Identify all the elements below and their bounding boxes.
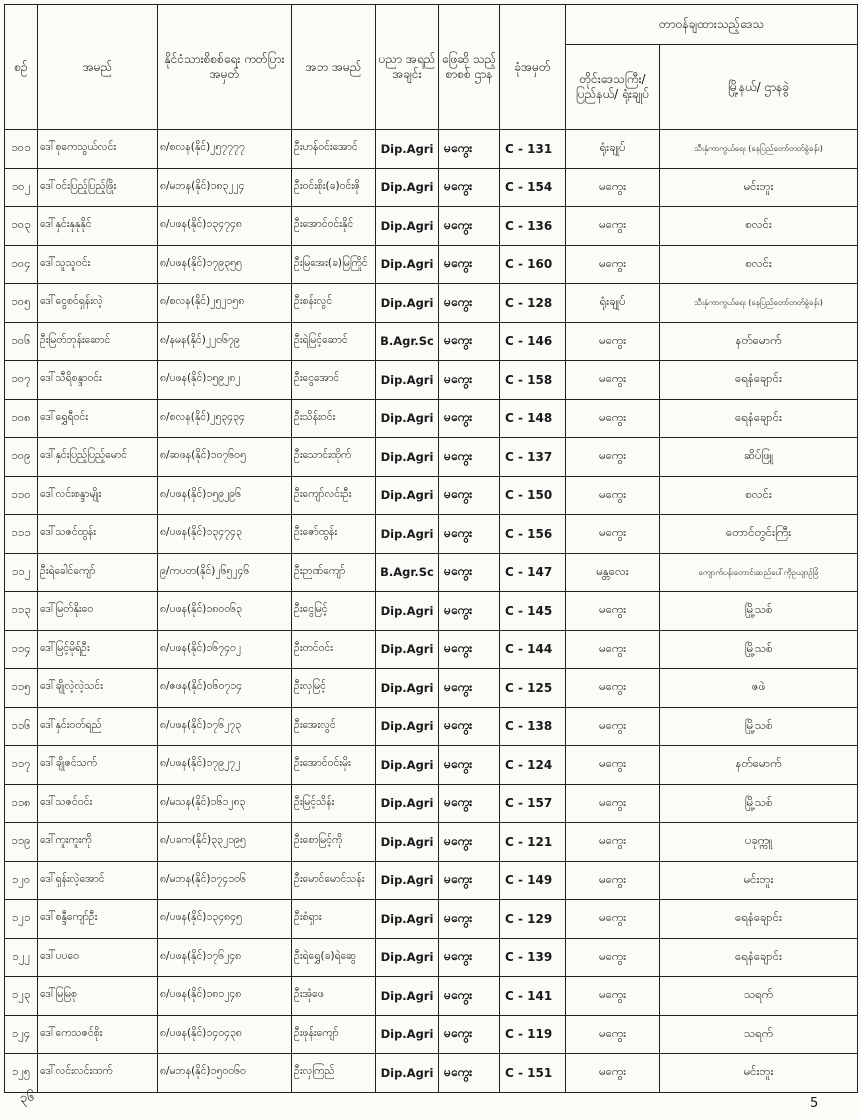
row-township: တောင်တွင်းကြီး (660, 515, 858, 554)
row-father-name: ဦးရဲရွှေ(ခ)ရဲဆွေ (292, 938, 376, 977)
row-number: ၁၂၂ (5, 938, 38, 977)
table-row (5, 476, 858, 515)
row-township: ရေနံချောင်း (660, 399, 858, 438)
header-nrc: နိုင်ငံသားစိစစ်ရေး ကတ်ပြားအမှတ် (158, 5, 292, 130)
table-row (5, 823, 858, 862)
row-name: ဦးမြတ်ဘုန်းဆောင် (38, 322, 158, 361)
row-roll-no: C - 148 (500, 399, 566, 438)
row-exam-center: မကွေး (439, 861, 500, 900)
row-number: ၁၀၉ (5, 438, 38, 477)
row-roll-no: C - 139 (500, 938, 566, 977)
row-education: Dip.Agri (376, 707, 439, 746)
row-township: မြို့သစ် (660, 707, 858, 746)
row-township: စလင်း (660, 207, 858, 246)
table-row (5, 168, 858, 207)
row-roll-no: C - 158 (500, 361, 566, 400)
row-exam-center: မကွေး (439, 900, 500, 939)
row-roll-no: C - 157 (500, 784, 566, 823)
row-education: Dip.Agri (376, 476, 439, 515)
row-nrc: ၈/ပဖန(နိုင်)၁၇၉၃၅၅ (158, 245, 292, 284)
row-township: သီးနှံကာကွယ်ရေး (နေပြည်တော်တတ်ခွဲခန်း) (660, 284, 858, 323)
table-row (5, 592, 858, 631)
table-row (5, 669, 858, 708)
row-education: Dip.Agri (376, 669, 439, 708)
table-row (5, 861, 858, 900)
row-education: Dip.Agri (376, 361, 439, 400)
row-education: Dip.Agri (376, 130, 439, 169)
row-number: ၁၁၁ (5, 515, 38, 554)
row-father-name: ဦးသောင်းထိုက် (292, 438, 376, 477)
row-roll-no: C - 121 (500, 823, 566, 862)
row-region: မကွေး (566, 168, 660, 207)
row-number: ၁၀၈ (5, 399, 38, 438)
row-township: မင်းဘူး (660, 168, 858, 207)
row-father-name: ဦးလှကြည် (292, 1054, 376, 1093)
row-name: ဦးရဲခေါင်ကျော် (38, 553, 158, 592)
row-exam-center: မကွေး (439, 553, 500, 592)
row-name: ဒေါ်ငွေစင်ရှန်းလဲ့ (38, 284, 158, 323)
row-nrc: ၈/နမန(နိုင်)၂၂၀၆၇၉ (158, 322, 292, 361)
row-exam-center: မကွေး (439, 746, 500, 785)
footer-left-mark: ၃၆ (18, 1089, 36, 1106)
row-township: ပခုက္ကူ (660, 823, 858, 862)
row-region: မကွေး (566, 207, 660, 246)
row-nrc: ၈/ပဖန(နိုင်)၁၇၉၂၇၂ (158, 746, 292, 785)
row-nrc: ၈/ပဖန(နိုင်)၁၃၄၈၄၅ (158, 900, 292, 939)
row-region: မကွေး (566, 515, 660, 554)
row-education: Dip.Agri (376, 938, 439, 977)
row-number: ၁၂၄ (5, 1015, 38, 1054)
row-number: ၁၀၃ (5, 207, 38, 246)
row-nrc: ၈/ပဖန(နိုင်)၁၇၆၂၄၈ (158, 938, 292, 977)
row-nrc: ၈/မသန(နိုင်)၁၆၁၂၈၃ (158, 784, 292, 823)
row-name: ဒေါ်ရွှေရီဝင်း (38, 399, 158, 438)
row-education: Dip.Agri (376, 592, 439, 631)
row-exam-center: မကွေး (439, 322, 500, 361)
row-roll-no: C - 154 (500, 168, 566, 207)
row-exam-center: မကွေး (439, 399, 500, 438)
row-region: မကွေး (566, 1054, 660, 1093)
table-row (5, 245, 858, 284)
row-nrc: ၈/ပဖန(နိုင်)၁၅၉၂၉၆ (158, 476, 292, 515)
row-exam-center: မကွေး (439, 1054, 500, 1093)
row-father-name: ဦးရဲမြင့်ဆောင် (292, 322, 376, 361)
row-region: မကွေး (566, 630, 660, 669)
table-row (5, 784, 858, 823)
row-exam-center: မကွေး (439, 630, 500, 669)
row-roll-no: C - 151 (500, 1054, 566, 1093)
row-nrc: ၈/ပဖန(နိုင်)၁၃၄၇၄၃ (158, 515, 292, 554)
row-number: ၁၀၄ (5, 245, 38, 284)
row-name: ဒေါ်စန္ဒီကျော်ဦး (38, 900, 158, 939)
row-father-name: ဦးအုံဖေ (292, 977, 376, 1016)
row-father-name: ဦးမြင့်သိန်း (292, 784, 376, 823)
row-township: နတ်မောက် (660, 322, 858, 361)
row-number: ၁၀၂ (5, 168, 38, 207)
row-name: ဒေါ်ရှန်းလဲ့အောင် (38, 861, 158, 900)
row-nrc: ၈/ပဖန(နိုင်)၁၆၇၄၀၂ (158, 630, 292, 669)
row-region: မကွေး (566, 592, 660, 631)
row-number: ၁၂၃ (5, 977, 38, 1016)
row-name: ဒေါ်သဇင်ထွန်း (38, 515, 158, 554)
header-no: စဉ် (5, 5, 38, 130)
row-nrc: ၈/ပဖန(နိုင်)၁၅၉၂၈၂ (158, 361, 292, 400)
row-roll-no: C - 160 (500, 245, 566, 284)
row-exam-center: မကွေး (439, 784, 500, 823)
row-name: ဒေါ်မြမြစု (38, 977, 158, 1016)
row-number: ၁၁၇ (5, 746, 38, 785)
row-roll-no: C - 147 (500, 553, 566, 592)
row-name: ဒေါ်သဇင်ဝင်း (38, 784, 158, 823)
table-row (5, 130, 858, 169)
row-roll-no: C - 119 (500, 1015, 566, 1054)
row-number: ၁၁၉ (5, 823, 38, 862)
row-region: မကွေး (566, 823, 660, 862)
row-exam-center: မကွေး (439, 130, 500, 169)
table-row (5, 399, 858, 438)
row-nrc: ၉/ကပတ(နိုင်)၂၆၅၂၄၆ (158, 553, 292, 592)
row-region: မကွေး (566, 784, 660, 823)
row-name: ဒေါ်နှင်းဝတ်ရည် (38, 707, 158, 746)
row-father-name: ဦးကျော်လင်းဦး (292, 476, 376, 515)
row-exam-center: မကွေး (439, 361, 500, 400)
row-number: ၁၂၁ (5, 900, 38, 939)
row-township: ကျောက်ပန်းတောင်းဆည်ပေါ်ကိုဥယျာဉ်ခြံ (660, 553, 858, 592)
row-exam-center: မကွေး (439, 207, 500, 246)
header-township: မြို့နယ်/ ဌာနခွဲ (660, 45, 858, 130)
row-exam-center: မကွေး (439, 438, 500, 477)
row-nrc: ၈/မဘန(နိုင်)၁၅၀၀၆၀ (158, 1054, 292, 1093)
row-number: ၁၁၄ (5, 630, 38, 669)
row-exam-center: မကွေး (439, 476, 500, 515)
row-region: မကွေး (566, 746, 660, 785)
row-education: Dip.Agri (376, 168, 439, 207)
row-number: ၁၀၁ (5, 130, 38, 169)
row-township: မင်းဘူး (660, 861, 858, 900)
row-township: နတ်မောက် (660, 746, 858, 785)
row-father-name: ဦးမောင်မောင်သန်း (292, 861, 376, 900)
table-row (5, 1054, 858, 1093)
row-township: ရေနံချောင်း (660, 938, 858, 977)
row-father-name: ဦးသိန်းဝင်း (292, 399, 376, 438)
row-father-name: ဦးဉာဏ်ကျော် (292, 553, 376, 592)
table-row (5, 900, 858, 939)
posting-table (4, 4, 858, 1093)
row-exam-center: မကွေး (439, 1015, 500, 1054)
row-name: ဒေါ်ချိုလဲ့လဲ့သင်း (38, 669, 158, 708)
row-name: ဒေါ်ပပဝေ (38, 938, 158, 977)
row-father-name: ဦးငွေအောင် (292, 361, 376, 400)
row-township: ဆိပ်ဖြူ (660, 438, 858, 477)
row-education: Dip.Agri (376, 207, 439, 246)
row-father-name: ဦးစောမြင့်ကို (292, 823, 376, 862)
row-nrc: ၈/ပဖန(နိုင်)၁၈၁၂၄၈ (158, 977, 292, 1016)
row-roll-no: C - 146 (500, 322, 566, 361)
row-roll-no: C - 124 (500, 746, 566, 785)
row-nrc: ၈/စလန(နိုင်)၂၅၂၁၅၈ (158, 284, 292, 323)
document-sheet (4, 4, 857, 1093)
header-roll-no: ခုံအမှတ် (500, 5, 566, 130)
table-row (5, 207, 858, 246)
row-region: မကွေး (566, 861, 660, 900)
row-roll-no: C - 131 (500, 130, 566, 169)
table-row (5, 977, 858, 1016)
row-exam-center: မကွေး (439, 669, 500, 708)
table-row (5, 1015, 858, 1054)
header-father: အဘ အမည် (292, 5, 376, 130)
row-name: ဒေါ်ကေသဇင်စိုး (38, 1015, 158, 1054)
row-township: မြို့သစ် (660, 784, 858, 823)
row-region: မန္တလေး (566, 553, 660, 592)
row-nrc: ၈/ပဖန(နိုင်)၁၄၀၄၃၈ (158, 1015, 292, 1054)
row-education: Dip.Agri (376, 515, 439, 554)
row-region: မကွေး (566, 476, 660, 515)
row-education: Dip.Agri (376, 245, 439, 284)
row-name: ဒေါ်လင်းလင်းထက် (38, 1054, 158, 1093)
row-roll-no: C - 144 (500, 630, 566, 669)
row-father-name: ဦးလှမြင့် (292, 669, 376, 708)
row-father-name: ဦးတင်ဝင်း (292, 630, 376, 669)
row-nrc: ၈/မဘန(နိုင်)၁၇၄၁၀၆ (158, 861, 292, 900)
row-region: မကွေး (566, 361, 660, 400)
row-number: ၁၀၅ (5, 284, 38, 323)
row-number: ၁၁၆ (5, 707, 38, 746)
row-roll-no: C - 129 (500, 900, 566, 939)
row-township: ဇဖဲ (660, 669, 858, 708)
row-region: မကွေး (566, 707, 660, 746)
row-township: သရက် (660, 1015, 858, 1054)
row-education: B.Agr.Sc (376, 553, 439, 592)
row-region: ရုံးချုပ် (566, 130, 660, 169)
table-body (5, 130, 858, 1093)
row-father-name: ဦးအောင်ဝင်းနိုင် (292, 207, 376, 246)
row-township: စလင်း (660, 476, 858, 515)
row-roll-no: C - 137 (500, 438, 566, 477)
row-township: မြို့သစ် (660, 630, 858, 669)
row-education: Dip.Agri (376, 784, 439, 823)
row-name: ဒေါ်ကူးကူးကို (38, 823, 158, 862)
row-exam-center: မကွေး (439, 938, 500, 977)
row-exam-center: မကွေး (439, 977, 500, 1016)
row-exam-center: မကွေး (439, 707, 500, 746)
row-nrc: ၈/မဘန(နိုင်)၁၈၃၂၂၄ (158, 168, 292, 207)
row-education: B.Agr.Sc (376, 322, 439, 361)
row-number: ၁၂၀ (5, 861, 38, 900)
row-roll-no: C - 125 (500, 669, 566, 708)
row-region: မကွေး (566, 669, 660, 708)
row-nrc: ၈/ဆဖန(နိုင်)၁၀၇၆၀၅ (158, 438, 292, 477)
row-township: မြို့သစ် (660, 592, 858, 631)
row-education: Dip.Agri (376, 1015, 439, 1054)
footer-right-mark: 5 (810, 1096, 819, 1111)
row-township: ရေနံချောင်း (660, 361, 858, 400)
row-education: Dip.Agri (376, 1054, 439, 1093)
row-number: ၁၀၇ (5, 361, 38, 400)
row-township: ရေနံချောင်း (660, 900, 858, 939)
row-number: ၁၁၀ (5, 476, 38, 515)
header-exam-center: ဖြေဆို သည့် စာစစ် ဌာန (439, 5, 500, 130)
row-father-name: ဦးအောင်ဝင်းမိုး (292, 746, 376, 785)
row-region: မကွေး (566, 322, 660, 361)
row-father-name: ဦးငွေမြင့် (292, 592, 376, 631)
row-nrc: ၈/ဇဖန(နိုင်)၀၆၀၇၁၄ (158, 669, 292, 708)
row-name: ဒေါ်စုကေသွယ်လင်း (38, 130, 158, 169)
row-exam-center: မကွေး (439, 168, 500, 207)
row-education: Dip.Agri (376, 284, 439, 323)
header-name: အမည် (38, 5, 158, 130)
row-name: ဒေါ်မြင့်မိုရ်ဦး (38, 630, 158, 669)
row-roll-no: C - 141 (500, 977, 566, 1016)
row-nrc: ၈/ပဖန(နိုင်)၁၃၄၇၄၈ (158, 207, 292, 246)
row-exam-center: မကွေး (439, 245, 500, 284)
row-father-name: ဦးစံရှား (292, 900, 376, 939)
table-row (5, 515, 858, 554)
row-township: စလင်း (660, 245, 858, 284)
row-number: ၁၁၈ (5, 784, 38, 823)
row-education: Dip.Agri (376, 438, 439, 477)
row-exam-center: မကွေး (439, 592, 500, 631)
row-exam-center: မကွေး (439, 284, 500, 323)
row-education: Dip.Agri (376, 823, 439, 862)
row-roll-no: C - 145 (500, 592, 566, 631)
row-name: ဒေါ်သီရိစန္ဒာဝင်း (38, 361, 158, 400)
row-region: မကွေး (566, 1015, 660, 1054)
row-father-name: ဦးမြအေး(ခ)မြကြိုင် (292, 245, 376, 284)
row-nrc: ၈/ပဖန(နိုင်)၁၈၀၀၆၃ (158, 592, 292, 631)
header-education: ပညာ အရည် အချင်း (376, 5, 439, 130)
row-education: Dip.Agri (376, 399, 439, 438)
row-name: ဒေါ်လင်းစန္ဒာမျိုး (38, 476, 158, 515)
row-education: Dip.Agri (376, 977, 439, 1016)
row-nrc: ၈/စလန(နိုင်)၂၅၇၇၇၇ (158, 130, 292, 169)
row-region: မကွေး (566, 245, 660, 284)
row-name: ဒေါ်ဝင်းပြည့်ပြည့်ဖြိုး (38, 168, 158, 207)
row-name: ဒေါ်မြတ်နိုးဝေ (38, 592, 158, 631)
row-number: ၁၁၅ (5, 669, 38, 708)
row-exam-center: မကွေး (439, 823, 500, 862)
row-number: ၁၁၂ (5, 553, 38, 592)
row-region: မကွေး (566, 977, 660, 1016)
header-posting: တာဝန်ချထားသည့်ဒေသ (566, 5, 858, 45)
row-roll-no: C - 149 (500, 861, 566, 900)
row-roll-no: C - 138 (500, 707, 566, 746)
row-number: ၁၁၃ (5, 592, 38, 631)
table-row (5, 630, 858, 669)
table-row (5, 553, 858, 592)
row-region: မကွေး (566, 438, 660, 477)
row-exam-center: မကွေး (439, 515, 500, 554)
row-father-name: ဦးဝင်းစိုး(ခ)ဝင်းဇို (292, 168, 376, 207)
row-number: ၁၀၆ (5, 322, 38, 361)
row-roll-no: C - 150 (500, 476, 566, 515)
row-father-name: ဦးဇော်ထွန်း (292, 515, 376, 554)
row-region: မကွေး (566, 938, 660, 977)
row-education: Dip.Agri (376, 746, 439, 785)
row-name: ဒေါ်နှင်းပြည့်ပြည့်မောင် (38, 438, 158, 477)
row-name: ဒေါ်နှင်းနုနုနိုင် (38, 207, 158, 246)
row-roll-no: C - 136 (500, 207, 566, 246)
row-township: သရက် (660, 977, 858, 1016)
row-township: သီးနှံကာကွယ်ရေး (နေပြည်တော်တတ်ခွဲခန်း) (660, 130, 858, 169)
table-row (5, 438, 858, 477)
table-row (5, 361, 858, 400)
row-nrc: ၈/စလန(နိုင်)၂၅၃၄၃၄ (158, 399, 292, 438)
row-father-name: ဦးဟန်ဝင်းအောင် (292, 130, 376, 169)
row-father-name: ဦးအေးလွင် (292, 707, 376, 746)
row-roll-no: C - 128 (500, 284, 566, 323)
row-township: မင်းဘူး (660, 1054, 858, 1093)
row-education: Dip.Agri (376, 861, 439, 900)
table-row (5, 322, 858, 361)
row-name: ဒေါ်သူသူဝင်း (38, 245, 158, 284)
row-nrc: ၈/ပဖန(နိုင်)၁၇၆၂၇၃ (158, 707, 292, 746)
row-father-name: ဦးစန်းလွင် (292, 284, 376, 323)
row-nrc: ၈/ပခက(နိုင်)၃၃၂၁၉၅ (158, 823, 292, 862)
row-name: ဒေါ်ချိုဇင်သက် (38, 746, 158, 785)
table-row (5, 938, 858, 977)
row-education: Dip.Agri (376, 900, 439, 939)
table-row (5, 284, 858, 323)
table-row (5, 746, 858, 785)
row-father-name: ဦးဖုန်းကျော် (292, 1015, 376, 1054)
row-education: Dip.Agri (376, 630, 439, 669)
table-row (5, 707, 858, 746)
row-region: မကွေး (566, 900, 660, 939)
row-roll-no: C - 156 (500, 515, 566, 554)
row-region: မကွေး (566, 399, 660, 438)
row-number: ၁၂၅ (5, 1054, 38, 1093)
row-region: ရုံးချုပ် (566, 284, 660, 323)
header-region: တိုင်းဒေသကြီး/ ပြည်နယ်/ ရုံးချုပ် (566, 45, 660, 130)
